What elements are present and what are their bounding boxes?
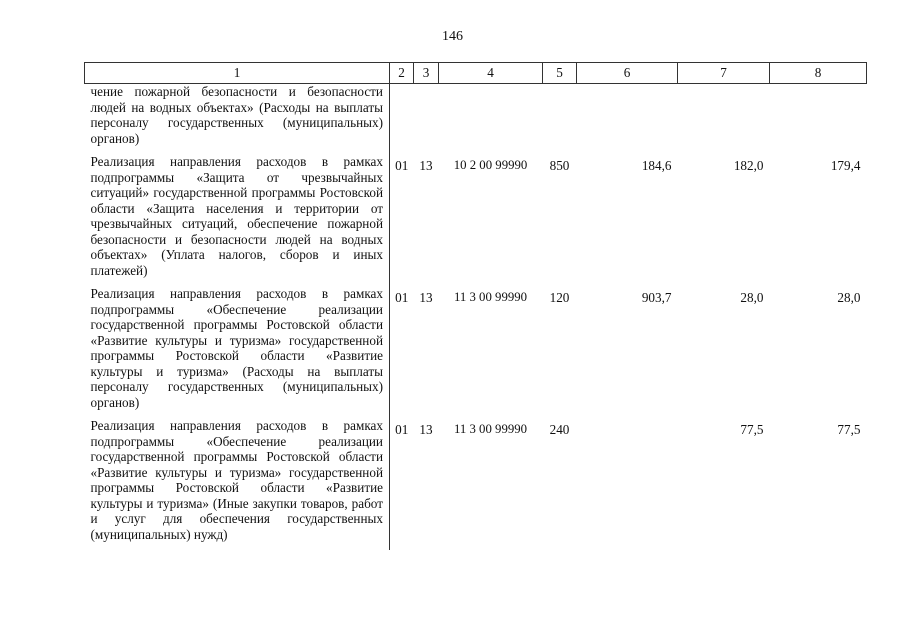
row-section: 01 [395, 422, 409, 437]
row-value-1 [577, 418, 678, 550]
row-target-article [439, 84, 543, 155]
table-row [85, 154, 867, 286]
row-value-3: 77,5 [837, 422, 861, 437]
header-col-4: 4 [439, 63, 543, 84]
row-value-3: 179,4 [830, 158, 861, 173]
page-number: 146 [442, 29, 463, 44]
header-col-8: 8 [770, 63, 867, 84]
row-section [390, 84, 414, 155]
row-expense-type: 850 [549, 158, 570, 173]
header-row [85, 63, 867, 84]
row-description: Реализация направления расходов в рамках подпрограммы «Обеспечение реализации государственной программы Ростовской области «Развитие культуры и туризма» государственной программы Ростовской области «Развитие культуры и туризма» (Расходы на выплаты персоналу государственных (муниципальных) органов) [85, 286, 390, 418]
table-row [85, 418, 867, 550]
table-row [85, 286, 867, 418]
header-col-5: 5 [543, 63, 577, 84]
header-col-7: 7 [678, 63, 770, 84]
row-value-2: 182,0 [733, 158, 764, 173]
row-value-1: 903,7 [641, 290, 672, 305]
row-subsection [414, 84, 439, 155]
header-col-2: 2 [390, 63, 414, 84]
row-target-article: 11 3 00 99990 [453, 422, 528, 436]
row-value-2: 77,5 [740, 422, 764, 437]
row-value-3: 28,0 [837, 290, 861, 305]
row-value-1 [577, 84, 678, 155]
row-section: 01 [395, 290, 409, 305]
row-subsection: 13 [419, 422, 433, 437]
row-target-article: 10 2 00 99990 [453, 158, 528, 172]
row-subsection: 13 [419, 290, 433, 305]
row-expense-type: 120 [549, 290, 570, 305]
row-subsection: 13 [419, 158, 433, 173]
row-description: Реализация направления расходов в рамках подпрограммы «Обеспечение реализации государственной программы Ростовской области «Развитие культуры и туризма» государственной программы Ростовской области «Развитие культуры и туризма» (Иные закупки товаров, работ и услуг для обеспечения государственных (муниципальных) нужд) [85, 418, 390, 550]
row-description: Реализация направления расходов в рамках подпрограммы «Защита от чрезвычайных ситуаций» государственной программы Ростовской области «Защита населения и территории от чрезвычайных ситуаций, обеспечение пожарной безопасности и безопасности людей на водных объектах» (Уплата налогов, сборов и иных платежей) [85, 154, 390, 286]
row-value-2 [678, 84, 770, 155]
header-col-3: 3 [414, 63, 439, 84]
budget-table [84, 62, 867, 550]
row-value-3 [770, 84, 867, 155]
header-col-6: 6 [577, 63, 678, 84]
row-value-1: 184,6 [641, 158, 672, 173]
row-target-article: 11 3 00 99990 [453, 290, 528, 304]
table-row [85, 84, 867, 155]
row-expense-type: 240 [549, 422, 570, 437]
row-description: чение пожарной безопасности и безопасности людей на водных объектах» (Расходы на выплаты персоналу государственных (муниципальных) органов) [85, 84, 390, 155]
row-value-2: 28,0 [740, 290, 764, 305]
row-expense-type [543, 84, 577, 155]
header-col-1: 1 [85, 63, 390, 84]
row-section: 01 [395, 158, 409, 173]
